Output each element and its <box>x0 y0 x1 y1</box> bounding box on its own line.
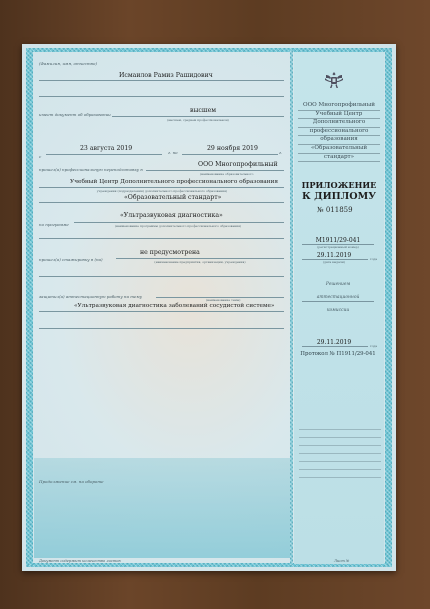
period-from: 23 августа 2019 <box>80 145 133 152</box>
period-to: 29 ноября 2019 <box>207 145 258 152</box>
program-label: по программе <box>39 222 69 227</box>
issue-date-caption: (дата выдачи) <box>322 260 346 264</box>
issue-date: 29.11.2019 <box>316 252 352 259</box>
org-line: образования <box>298 136 380 145</box>
org-line: «Образовательный <box>298 145 380 154</box>
decision-date: 29.11.2019 <box>316 339 352 346</box>
program-caption: (наименование программы дополнительного профессионального образования) <box>114 224 242 228</box>
training-org-line1: Учебный Центр Дополнительного профессионального образования <box>70 179 279 185</box>
training-org-caption: (наименование образовательного <box>200 172 254 176</box>
guilloche-border-left <box>26 50 33 565</box>
guilloche-bottom-band <box>34 458 290 558</box>
thesis-value: «Ультразвуковая диагностика заболеваний сосудистой системе» <box>74 303 275 309</box>
continuation-note: Продолжение см. на обороте <box>39 479 104 484</box>
org-line: стандарт» <box>298 154 380 163</box>
appendix-number: № 011859 <box>317 206 353 214</box>
period-to-prefix: г. по <box>168 150 178 155</box>
training-org-short: ООО Многопрофильный <box>198 161 278 168</box>
decision-line1: Решением <box>325 282 351 287</box>
education-value: высшем <box>190 107 217 114</box>
period-from-prefix: с <box>39 154 42 159</box>
decision-line2: аттестационной <box>316 295 360 300</box>
registration-caption: (регистрационный номер) <box>317 245 359 249</box>
diploma-appendix-sheet <box>22 44 396 571</box>
training-org-line2: «Образовательный стандарт» <box>124 194 222 201</box>
title-to-diploma: К ДИПЛОМУ <box>302 191 376 202</box>
org-line: Учебный Центр <box>298 111 380 120</box>
training-org-caption2: учреждения (подразделения) дополнительного профессионального образования) <box>96 189 228 193</box>
internship-caption: (наименование предприятия, организации, учреждения) <box>154 260 246 264</box>
title-appendix: ПРИЛОЖЕНИЕ <box>301 180 377 190</box>
decision-date-suffix: года <box>370 344 378 348</box>
bottom-note: Документ содержит количество листов <box>39 559 121 563</box>
thesis-caption: (наименование темы) <box>206 298 241 302</box>
education-caption: (высшем, среднем профессиональном) <box>167 118 229 122</box>
training-label: прошел(а) профессиональную переподготовку в <box>39 167 143 172</box>
protocol-number: Протокол № П1911/29-041 <box>300 351 376 357</box>
guilloche-border-right <box>385 50 392 565</box>
education-label: имеет документ об образовании <box>39 112 111 117</box>
org-line: профессионального <box>298 128 380 137</box>
issuer-organization <box>298 102 380 162</box>
registration-number: М1911/29-041 <box>315 237 361 244</box>
program-value: «Ультразвуковая диагностика» <box>120 212 223 219</box>
sheet-label: Лист № <box>334 559 350 563</box>
guilloche-divider <box>290 50 293 565</box>
period-to-suffix: г. <box>279 150 283 155</box>
internship-value: не предусмотрена <box>140 249 200 256</box>
org-line: ООО Многопрофильный <box>298 102 380 111</box>
internship-label: прошел(а) стажировку в (на) <box>39 257 103 262</box>
fio-value: Исмаилов Рамиз Рашидович <box>119 72 213 79</box>
right-panel-ruled-lines <box>299 422 381 482</box>
decision-line3: комиссии <box>326 308 350 313</box>
org-line: Дополнительного <box>298 119 380 128</box>
double-headed-eagle-emblem <box>323 69 345 91</box>
issue-date-suffix: года <box>370 257 378 261</box>
thesis-label: защитил(а) аттестационную работу на тему <box>39 294 143 299</box>
fio-label: (Фамилия, имя, отчество) <box>39 61 97 66</box>
